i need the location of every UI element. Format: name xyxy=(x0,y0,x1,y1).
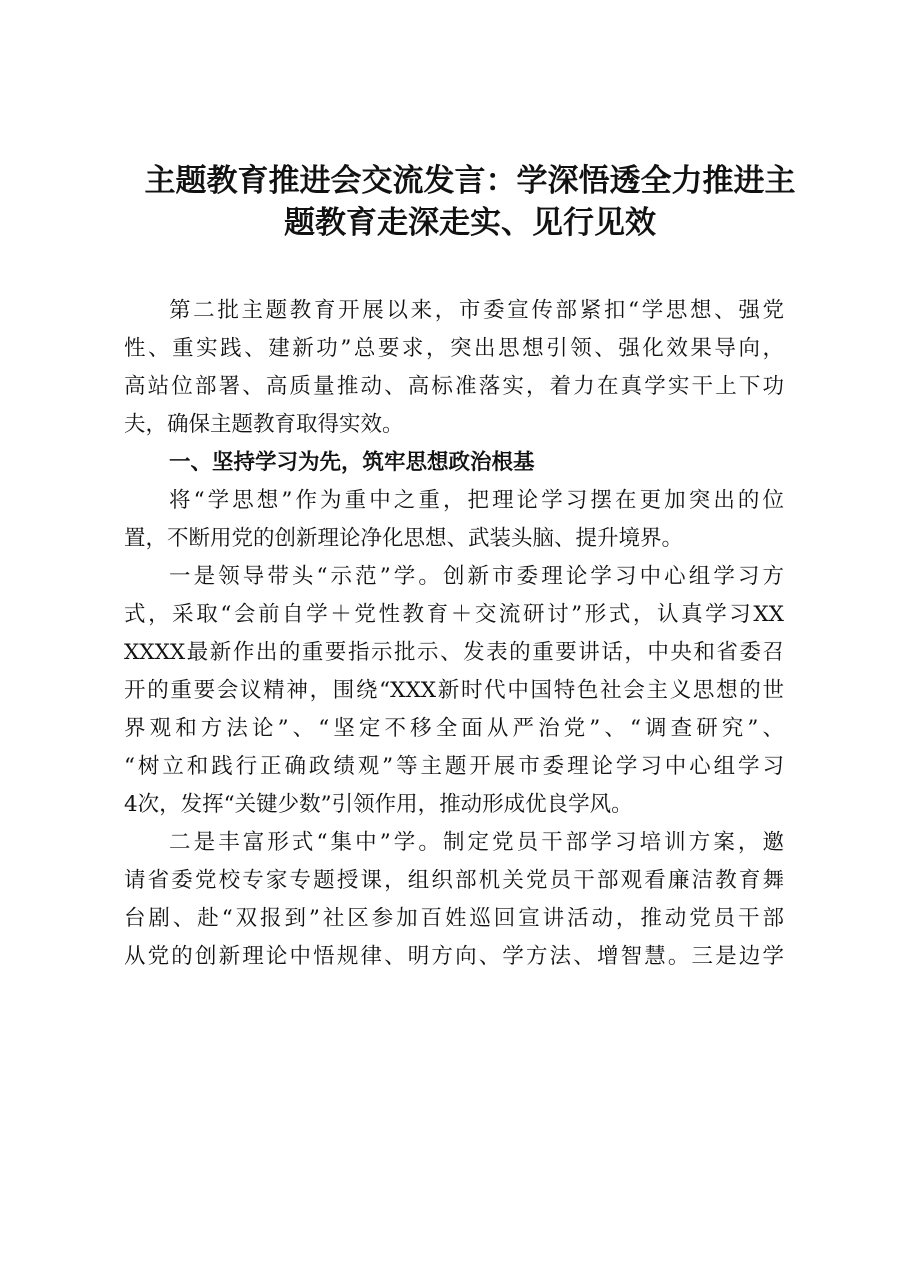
text-line: 一是领导带头“示范”学。创新市委理论学习中心组学习方 xyxy=(169,564,784,589)
text-line: 夫，确保主题教育取得实效。 xyxy=(124,412,404,437)
text-line: XXXX最新作出的重要指示批示、发表的重要讲话，中央和省委召 xyxy=(124,640,784,665)
document-body xyxy=(124,292,784,976)
paragraph-rich-forms xyxy=(124,824,784,976)
text-line: 台剧、赴“双报到”社区参加百姓巡回宣讲活动，推动党员干部 xyxy=(124,906,784,931)
text-line: “树立和践行正确政绩观”等主题开展市委理论学习中心组学习 xyxy=(124,754,784,779)
text-line: 界观和方法论”、“坚定不移全面从严治党”、“调查研究”、 xyxy=(124,716,784,741)
text-line: 式，采取“会前自学＋党性教育＋交流研讨”形式，认真学习XX xyxy=(124,602,784,627)
text-line: 请省委党校专家专题授课，组织部机关党员干部观看廉洁教育舞 xyxy=(124,868,784,893)
text-line: 置，不断用党的创新理论净化思想、武装头脑、提升境界。 xyxy=(124,526,684,551)
text-line: 将“学思想”作为重中之重，把理论学习摆在更加突出的位 xyxy=(169,488,784,513)
title-line-1: 主题教育推进会交流发言：学深悟透全力推进主 xyxy=(144,163,796,199)
text-line: 二是丰富形式“集中”学。制定党员干部学习培训方案，邀 xyxy=(169,830,784,855)
text-line: 性、重实践、建新功”总要求，突出思想引领、强化效果导向， xyxy=(124,336,784,361)
text-line: 4次，发挥“关键少数”引领作用，推动形成优良学风。 xyxy=(124,792,633,817)
text-line: 第二批主题教育开展以来，市委宣传部紧扣“学思想、强党 xyxy=(169,298,784,323)
text-line: 开的重要会议精神，围绕“XXX新时代中国特色社会主义思想的世 xyxy=(124,678,784,703)
text-line: 从党的创新理论中悟规律、明方向、学方法、增智慧。三是边学 xyxy=(124,944,784,969)
document-title xyxy=(110,160,830,244)
paragraph-study-first xyxy=(124,482,784,558)
text-line: 高站位部署、高质量推动、高标准落实，着力在真学实干上下功 xyxy=(124,374,784,399)
section-heading-1 xyxy=(124,444,784,482)
heading-line: 一、坚持学习为先，筑牢思想政治根基 xyxy=(169,450,535,475)
title-line-2: 题教育走深走实、见行见效 xyxy=(284,205,656,241)
paragraph-intro xyxy=(124,292,784,444)
paragraph-leaders-lead xyxy=(124,558,784,824)
